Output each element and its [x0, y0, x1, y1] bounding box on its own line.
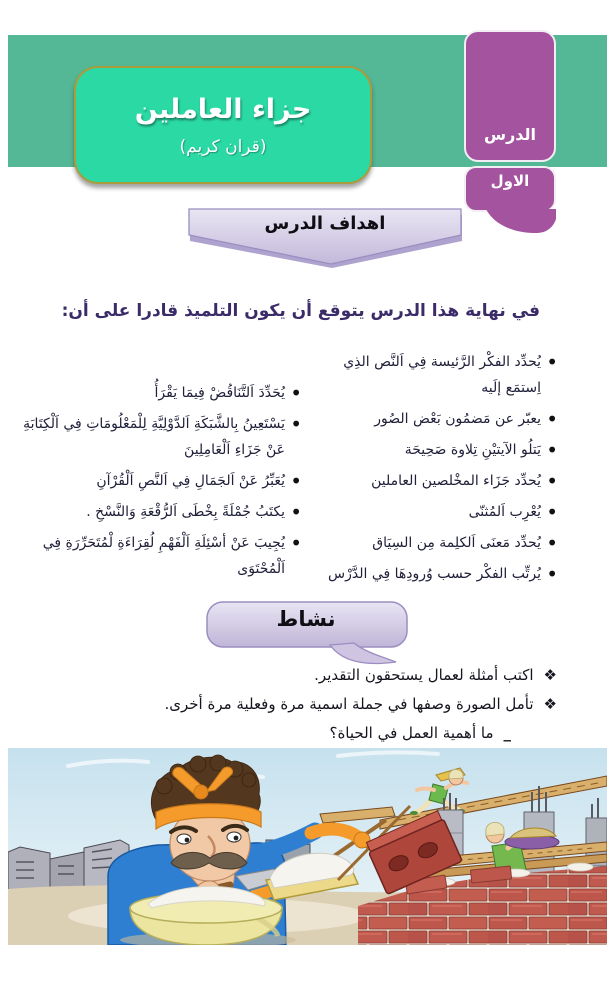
- objectives-column-right: [306, 349, 558, 592]
- objectives-list-left: [18, 380, 302, 582]
- objective-item: • يُحَدِّدَ اَلتَّنَاقُضْ فِيمَا يَقْرَأُ: [18, 380, 302, 406]
- lesson-subtitle: (قران كريم): [179, 136, 267, 157]
- lesson-tab: [464, 30, 556, 162]
- lesson-number-label: الاول: [490, 172, 530, 190]
- objective-item: • يُحدِّد جَزَاء المخْلصين العاملين: [306, 468, 558, 494]
- objective-item: • يُرتِّب الفكْر حسب وُرودِهَا فِي الدَّرْس: [306, 561, 558, 587]
- dash-bullet-icon: _: [503, 724, 511, 742]
- objectives-column-left: [18, 380, 302, 587]
- lesson-tab-label: الدرس: [483, 125, 537, 144]
- objective-item: • يُعْرِب اَلمُثنّى: [306, 499, 558, 525]
- activity-text: ما أهمية العمل في الحياة؟: [329, 724, 494, 742]
- objectives-banner-label: اهداف الدرس: [264, 213, 386, 234]
- objectives-list-right: [306, 349, 558, 587]
- objective-item: • يكتَبُ جُمْلَةً بِخْطَى اَلرُّقْعَةِ وَالنَّسْخِ .: [18, 499, 302, 525]
- activity-list: [57, 661, 557, 748]
- objective-item: • يَسْتَعِينُ بِالشَّبَكَةِ اَلدَّوْلِيَّةِ لِلْمَعْلُومَاتِ فِي اَلْكِتَابَةِ عَنْ جَزَاءِ اَلْعَامِلِينَ: [18, 411, 302, 463]
- diamond-bullet-icon: ❖: [543, 695, 557, 713]
- lesson-number-tab: [464, 166, 556, 212]
- activity-text: تأمل الصورة وصفها في جملة اسمية مرة وفعلية مرة أخرى.: [164, 695, 534, 713]
- activity-item: [57, 719, 511, 748]
- diamond-bullet-icon: ❖: [543, 666, 557, 684]
- activity-text: اكتب أمثلة لعمال يستحقون التقدير.: [314, 666, 534, 684]
- objective-item: • يُعَبِّرُ عَنْ اَلجَمَالِ فِي اَلنَّصِ اَلْقُرْآنِ: [18, 468, 302, 494]
- activity-item: [57, 690, 557, 719]
- objective-item: • يُحدِّد الفكْر الرَّئيسة فِي اَلنَّص الذِي اِستمَع إلَيه: [306, 349, 558, 401]
- activity-item: [57, 661, 557, 690]
- objective-item: • يَتلُو الآيتيْنِ تِلاوة صَحِيحَة: [306, 437, 558, 463]
- lesson-title: جزاء العاملين: [134, 93, 312, 125]
- tab-tail-shape: [486, 209, 556, 239]
- lesson-title-box: [74, 66, 372, 184]
- activity-banner-label: نشاط: [276, 607, 336, 631]
- objective-item: • يُحدِّد مَعنَى اَلكلِمة مِن السِيَاق: [306, 530, 558, 556]
- objective-item: • يعبّر عن مَضمُون بَعْض الصُور: [306, 406, 558, 432]
- construction-illustration: [8, 748, 607, 945]
- objective-item: • يُجِيبَ عَنْ أسْئِلَةِ اَلْفَهْمِ لُقِرَاءَةِ لْمُتَحَرِّرَةِ فِي اَلْمُحْتَوَى: [18, 530, 302, 582]
- objectives-intro: في نهاية هذا الدرس يتوقع أن يكون التلميذ قادرا على أن:: [61, 301, 540, 321]
